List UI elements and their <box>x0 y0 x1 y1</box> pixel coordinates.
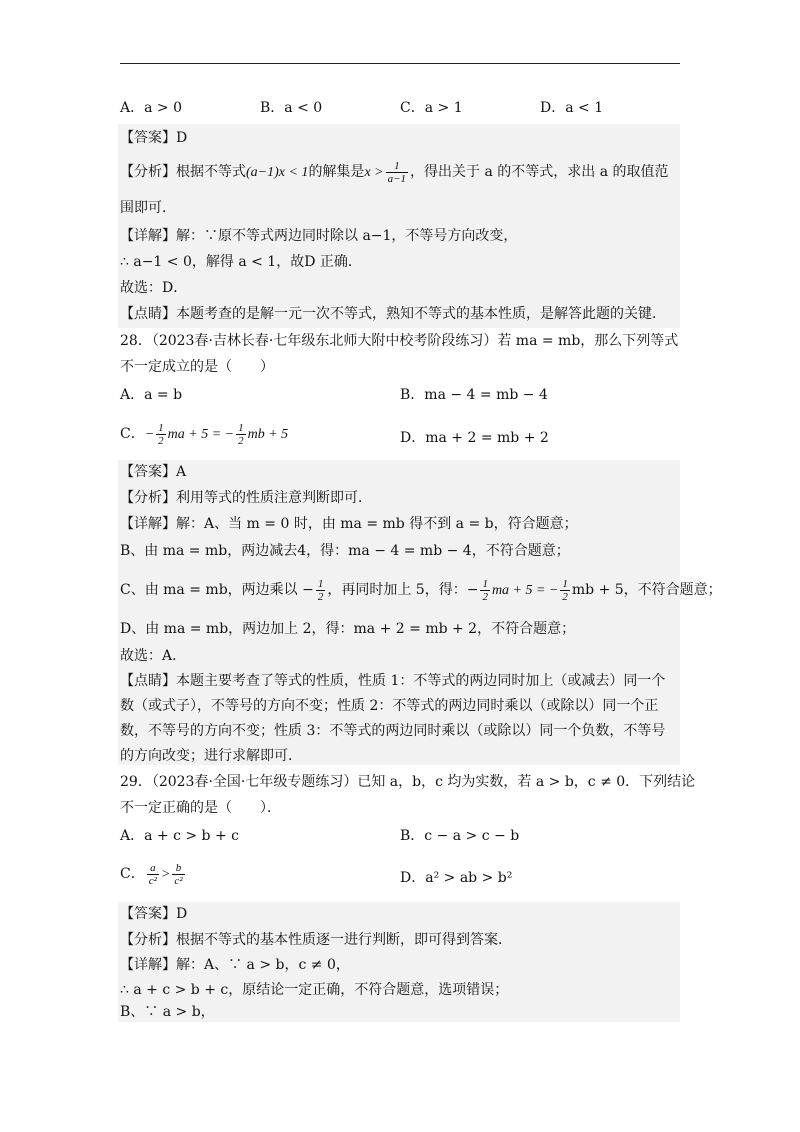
q28-stem-line1: 28．（2023春·吉林长春·七年级东北师大附中校考阶段练习）若 ma = mb，那么下列等式 <box>120 333 679 349</box>
half-fraction <box>316 578 326 603</box>
q28-option-c-label: C． <box>120 426 145 442</box>
fraction-numerator: 1 <box>562 577 568 590</box>
prev-analysis-sol: x > <box>364 165 384 180</box>
q28-option-c <box>120 420 288 449</box>
fraction-denominator: 2 <box>317 590 324 603</box>
prev-choose: 故选：D． <box>120 280 188 296</box>
q28-comment-3: 数，不等号的方向不变；性质 3：不等式的两边同时乘以（或除以）同一个负数，不等号 <box>120 723 666 739</box>
prev-option-d: D．a < 1 <box>540 100 604 116</box>
q28-option-d: D．ma + 2 = mb + 2 <box>400 430 549 446</box>
prev-analysis-post: ，得出关于 a 的不等式，求出 a 的取值范 <box>410 164 669 180</box>
q29-answer: 【答案】D <box>120 906 188 922</box>
q29-stem-line2: 不一定正确的是（ ）． <box>120 800 281 816</box>
q28-detail-3-mid2: ma + 5 = − <box>491 583 559 598</box>
half-fraction <box>480 578 490 603</box>
q28-analysis: 【分析】利用等式的性质注意判断即可． <box>120 490 372 506</box>
fraction-denominator: 2 <box>482 590 488 603</box>
fraction-numerator: 1 <box>386 160 408 173</box>
q28-option-c-mid: ma + 5 = − <box>167 427 235 442</box>
a-over-c2-fraction <box>147 862 159 887</box>
q28-choose: 故选：A． <box>120 648 187 664</box>
prev-analysis-ineq: (a−1)x < 1 <box>246 165 309 180</box>
half-fraction <box>236 422 246 447</box>
q29-option-c <box>120 858 187 891</box>
q29-detail-3: B、∵ a > b， <box>120 1004 215 1020</box>
q29-detail-1: 【详解】解：A、∵ a > b，c ≠ 0， <box>120 957 350 973</box>
prev-comment: 【点睛】本题考查的是解一元一次不等式，熟知不等式的基本性质，是解答此题的关键． <box>120 306 666 322</box>
fraction-numerator: 1 <box>317 577 324 590</box>
q28-detail-3 <box>120 576 722 605</box>
q29-option-a: A．a + c > b + c <box>120 828 239 844</box>
q28-detail-3-mid: ，再同时加上 5，得：− <box>327 582 479 598</box>
q28-option-b: B．ma − 4 = mb − 4 <box>400 387 548 403</box>
q28-stem-line2: 不一定成立的是（ ） <box>120 359 274 375</box>
fraction-denominator: 2 <box>238 434 244 447</box>
prev-answer: 【答案】D <box>120 130 188 146</box>
fraction-numerator: a <box>147 862 159 875</box>
fraction-denominator: 2 <box>562 590 568 603</box>
q29-option-c-gt: > <box>160 867 171 882</box>
b-over-c2-fraction <box>172 862 184 887</box>
prev-analysis <box>120 158 669 187</box>
q29-option-c-label: C． <box>120 866 145 882</box>
q28-detail-3-pre: C、由 ma = mb，两边乘以 − <box>120 582 314 598</box>
prev-analysis-mid: 的解集是 <box>308 164 365 180</box>
header-rule <box>120 63 680 64</box>
prev-detail-2: ∴ a−1 < 0，解得 a < 1，故D 正确． <box>120 254 362 270</box>
q28-option-c-end: mb + 5 <box>247 427 289 442</box>
half-fraction <box>156 422 166 447</box>
q28-detail-1: 【详解】解：A、当 m = 0 时，由 ma = mb 得不到 a = b，符合题意； <box>120 516 578 532</box>
q29-analysis: 【分析】根据不等式的基本性质逐一进行判断，即可得到答案． <box>120 932 512 948</box>
q28-option-a: A．a = b <box>120 387 183 403</box>
q28-comment-2: 数（或式子），不等号的方向不变；性质 2：不等式的两边同时乘以（或除以）同一个正 <box>120 698 659 714</box>
fraction-denominator: 2 <box>158 434 164 447</box>
prev-detail-1: 【详解】解：∵原不等式两边同时除以 a−1，不等号方向改变， <box>120 228 518 244</box>
q29-stem-line1: 29．（2023春·全国·七年级专题练习）已知 a，b，c 均为实数，若 a > b，c ≠ 0．下列结论 <box>120 774 696 790</box>
prev-analysis-fraction <box>386 160 408 185</box>
fraction-denominator: a−1 <box>387 172 407 185</box>
fraction-numerator: b <box>172 862 184 875</box>
prev-option-c: C．a > 1 <box>400 100 463 116</box>
q28-detail-3-end: mb + 5，不符合题意； <box>571 582 722 598</box>
half-fraction <box>560 578 570 603</box>
fraction-numerator: 1 <box>482 577 488 590</box>
prev-option-a: A．a > 0 <box>120 100 182 116</box>
prev-option-b: B．a < 0 <box>260 100 323 116</box>
fraction-numerator: 1 <box>158 421 164 434</box>
q29-option-b: B．c − a > c − b <box>400 828 520 844</box>
q28-detail-4: D、由 ma = mb，两边加上 2，得：ma + 2 = mb + 2，不符合题意； <box>120 621 576 637</box>
q29-detail-2: ∴ a + c > b + c，原结论一定正确，不符合题意，选项错误； <box>120 982 509 998</box>
q28-option-c-minus: − <box>144 427 155 442</box>
fraction-denominator: c² <box>174 874 183 887</box>
q28-comment-4: 的方向改变；进行求解即可． <box>120 748 302 764</box>
fraction-numerator: 1 <box>238 421 244 434</box>
q28-comment-1: 【点睛】本题主要考查了等式的性质，性质 1：不等式的两边同时加上（或减去）同一个 <box>120 673 666 689</box>
prev-analysis-pre: 【分析】根据不等式 <box>120 164 246 180</box>
q28-answer: 【答案】A <box>120 464 187 480</box>
prev-analysis-line2: 围即可． <box>120 200 176 216</box>
fraction-denominator: c² <box>148 874 157 887</box>
q29-option-d: D．a² > ab > b² <box>400 870 513 886</box>
q28-detail-2: B、由 ma = mb，两边减去4，得：ma − 4 = mb − 4，不符合题意； <box>120 543 570 559</box>
